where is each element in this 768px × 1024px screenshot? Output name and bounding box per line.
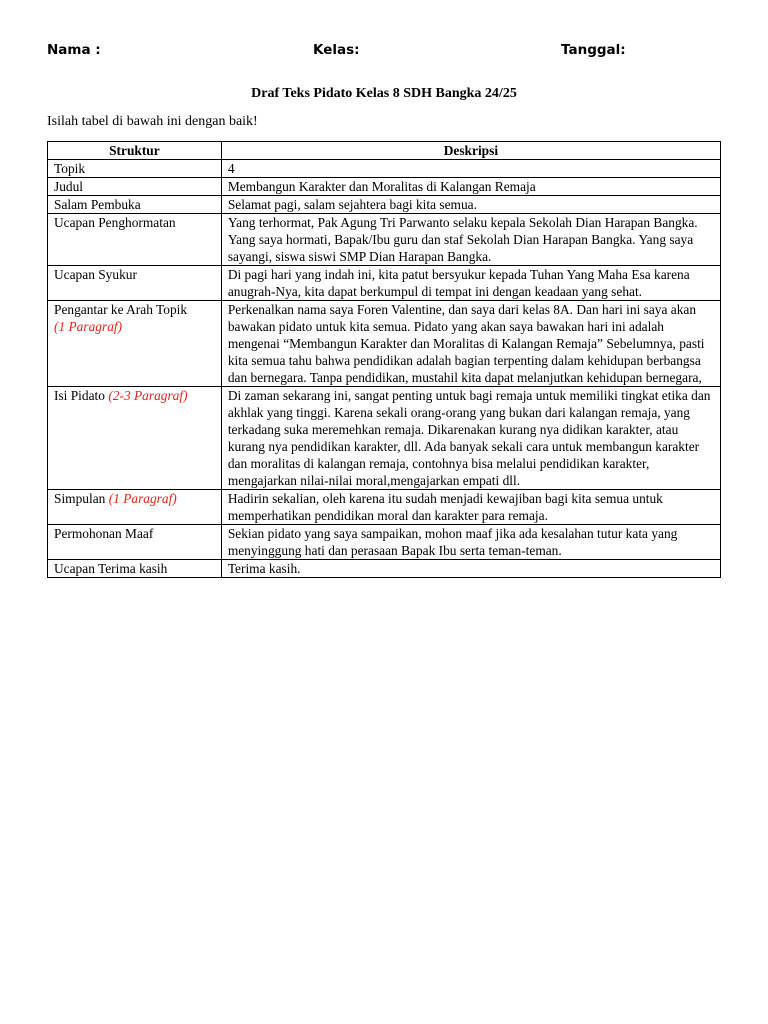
deskripsi-cell[interactable]: Perkenalkan nama saya Foren Valentine, dan saya dari kelas 8A. Dan hari ini saya akan bawakan pidato untuk kita semua. Pidato yang akan saya bawakan hari ini adalah mengenai “Membangun Karakter dan Moralitas di Kalangan Remaja” Sebelumnya, pasti kita semua tahu bahwa pendidikan adalah bagian terpenting dalam kehidupan berbangsa dan bernegara. Tanpa pendidikan, mustahil kita dapat melanjutkan kehidupan bernegara,: [221, 301, 720, 387]
kelas-label: Kelas:: [313, 42, 360, 58]
table-row: [48, 490, 721, 525]
table-header-row: [48, 142, 721, 160]
deskripsi-cell[interactable]: Yang terhormat, Pak Agung Tri Parwanto selaku kepala Sekolah Dian Harapan Bangka. Yang saya hormati, Bapak/Ibu guru dan staf Sekolah Dian Harapan Bangka. Yang saya sayangi, siswa siswi SMP Dian Harapan Bangka.: [221, 214, 720, 266]
struktur-label: Ucapan Terima kasih: [54, 561, 168, 576]
struktur-label: Ucapan Penghormatan: [54, 215, 176, 230]
struktur-cell: [48, 560, 222, 578]
nama-label: Nama :: [47, 42, 101, 58]
tanggal-label: Tanggal:: [561, 42, 626, 58]
header-deskripsi: Deskripsi: [221, 142, 720, 160]
struktur-cell: [48, 301, 222, 387]
table-row: [48, 560, 721, 578]
deskripsi-cell[interactable]: Membangun Karakter dan Moralitas di Kalangan Remaja: [221, 178, 720, 196]
table-row: [48, 301, 721, 387]
struktur-cell: [48, 490, 222, 525]
struktur-cell: [48, 266, 222, 301]
table-row: [48, 196, 721, 214]
struktur-label: Salam Pembuka: [54, 197, 141, 212]
struktur-label: Isi Pidato: [54, 388, 105, 403]
table-row: [48, 266, 721, 301]
speech-structure-table: [47, 141, 721, 578]
struktur-cell: [48, 178, 222, 196]
instruction-text: Isilah tabel di bawah ini dengan baik!: [47, 114, 258, 129]
table-row: [48, 178, 721, 196]
struktur-cell: [48, 387, 222, 490]
struktur-label: Simpulan: [54, 491, 106, 506]
struktur-label: Permohonan Maaf: [54, 526, 154, 541]
struktur-label: Judul: [54, 179, 84, 194]
deskripsi-cell[interactable]: Hadirin sekalian, oleh karena itu sudah menjadi kewajiban bagi kita semua untuk memperhatikan pendidikan moral dan karakter para remaja.: [221, 490, 720, 525]
table-row: [48, 387, 721, 490]
paragraph-hint: (1 Paragraf): [108, 491, 177, 506]
struktur-label: Ucapan Syukur: [54, 267, 137, 282]
deskripsi-cell[interactable]: Terima kasih.: [221, 560, 720, 578]
deskripsi-cell[interactable]: Selamat pagi, salam sejahtera bagi kita semua.: [221, 196, 720, 214]
struktur-cell: [48, 214, 222, 266]
struktur-label: Pengantar ke Arah Topik: [54, 302, 188, 317]
struktur-cell: [48, 160, 222, 178]
document-title: Draf Teks Pidato Kelas 8 SDH Bangka 24/25: [251, 86, 517, 101]
table-row: [48, 160, 721, 178]
struktur-cell: [48, 525, 222, 560]
deskripsi-cell[interactable]: Di pagi hari yang indah ini, kita patut bersyukur kepada Tuhan Yang Maha Esa karena anugrah-Nya, kita dapat berkumpul di tempat ini dengan keadaan yang sehat.: [221, 266, 720, 301]
struktur-cell: [48, 196, 222, 214]
paragraph-hint: (1 Paragraf): [54, 319, 123, 334]
struktur-label: Topik: [54, 161, 86, 176]
deskripsi-cell[interactable]: 4: [221, 160, 720, 178]
table-row: [48, 525, 721, 560]
header-struktur: Struktur: [48, 142, 222, 160]
deskripsi-cell[interactable]: Sekian pidato yang saya sampaikan, mohon maaf jika ada kesalahan tutur kata yang menyinggung hati dan perasaan Bapak Ibu serta teman-teman.: [221, 525, 720, 560]
paragraph-hint: (2-3 Paragraf): [108, 388, 188, 403]
table-row: [48, 214, 721, 266]
deskripsi-cell[interactable]: Di zaman sekarang ini, sangat penting untuk bagi remaja untuk memiliki tingkat etika dan akhlak yang tinggi. Karena sekali orang-orang yang bukan dari kalangan remaja, yang terkadang suka meremehkan remaja. Dikarenakan kurang nya didikan karakter, atau kurang nya pendidikan karakter, dll. Ada banyak sekali cara untuk membangun karakter dan moralitas di kalangan remaja, contohnya bisa melalui pendidikan karakter, mengajarkan nilai-nilai moral,mengajarkan empati dll.: [221, 387, 720, 490]
header-row: [47, 42, 721, 60]
